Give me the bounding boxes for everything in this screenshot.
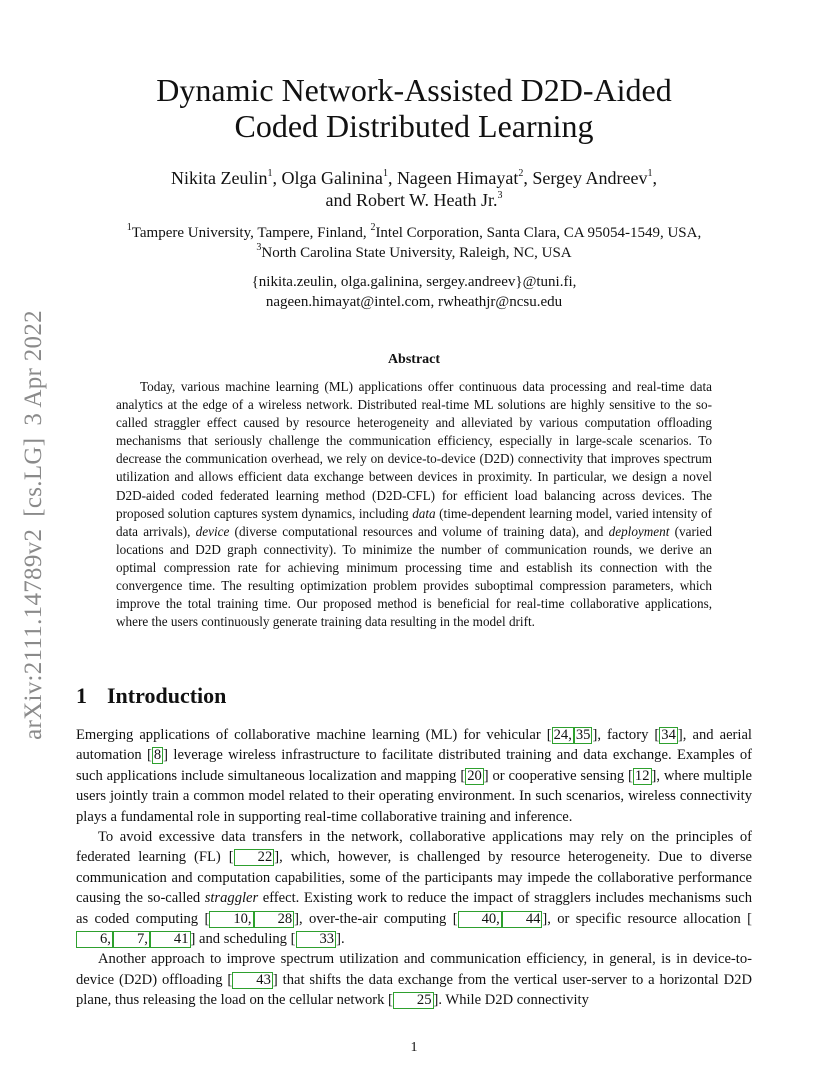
text: Emerging applications of collaborative machine learning (ML) for vehicular	[76, 727, 547, 743]
citation-link[interactable]: 28	[254, 911, 295, 928]
email-line-2: nageen.himayat@intel.com, rwheathjr@ncsu.edu	[265, 294, 563, 310]
text: To avoid excessive data transfers in the network, collaborative applications may rely on the principles of federated learning (FL)	[76, 829, 752, 866]
abstract-emphasis: deployment	[608, 523, 670, 539]
author-conjunction: and	[325, 190, 352, 210]
arxiv-stamp	[20, 304, 48, 746]
author-name: Nageen Himayat	[396, 168, 519, 188]
abstract-heading: Abstract	[387, 352, 441, 367]
author-affil-mark: 1	[382, 168, 388, 179]
authors-line-2	[0, 189, 828, 211]
text: , factory	[597, 727, 655, 743]
citation-link[interactable]: 33	[296, 931, 337, 948]
citation-link[interactable]: 6,	[76, 931, 113, 948]
author-name: Nikita Zeulin	[170, 168, 268, 188]
arxiv-category: [cs.LG]	[20, 437, 47, 517]
abstract-text: Today, various machine learning (ML) applications offer continuous data processing and real-time data analytics at the edge of a wireless network. Distributed real-time ML solutions are highly sensitive to the so-called straggler effect caused by resource heterogeneity and alleviated by various computation offloading mechanisms that seriously challenge the communication efficiency, especially in large-scale scenarios. To decrease the communication overhead, we rely on device-to-device (D2D) connectivity that improves spectrum utilization and allows efficient data exchange between devices in proximity. In particular, we design a novel D2D-aided coded federated learning method (D2D-CFL) for efficient load balancing across devices. The proposed solution captures system dynamics, including	[116, 379, 712, 521]
citation-link[interactable]: 41	[150, 931, 191, 948]
abstract-text: (time-dependent learning model, varied intensity of data arrivals),	[116, 505, 712, 539]
text: , which, however, is challenged by resource heterogeneity. Due to diverse communication and computation capabilities, some of the participants may impede the collaborative performance causing the so-called	[76, 849, 752, 907]
section-heading	[76, 683, 226, 709]
citation-link[interactable]: 44	[502, 911, 543, 928]
author-emails	[0, 272, 828, 312]
author-affil-mark: 1	[647, 168, 653, 179]
title-line-1: Dynamic Network-Assisted D2D-Aided	[156, 72, 672, 108]
affiliations	[0, 223, 828, 263]
affil-mark: 1	[126, 222, 132, 233]
section-title: Introduction	[107, 683, 227, 708]
affiliation-line-2	[0, 243, 828, 263]
citation-link[interactable]: 22	[234, 849, 275, 866]
text: , over-the-air computing	[299, 910, 453, 927]
citation-link[interactable]: 24,	[553, 727, 572, 743]
abstract-text: (varied locations and D2D graph connectivity). To minimize the number of communication rounds, we derive an optimal compression rate for achieving minimum processing time and establish its connection with the convergence time. The resulting optimization problem provides suboptimal compression parameters, which improve the total training time. Our proposed method is beneficial for real-time collaborative applications, where the users continuously generate training data resulting in the model drift.	[116, 523, 712, 630]
citation-link[interactable]: 35	[575, 727, 591, 743]
paragraph: Emerging applications of collaborative machine learning (ML) for vehicular [ 24, 35 ], factory [ 34 ], and aerial automation [ 8 ] leverage wireless infrastructure to facilitate distributed training and data exchange. Examples of such applications include simultaneous localization and mapping [ 20 ] or cooperative sensing [ 12 ], where multiple users jointly train a common model related to their operating environment. In such scenarios, wireless connectivity plays a fundamental role in supporting real-time collaborative training and inference.	[76, 727, 752, 825]
author-name: Robert W. Heath Jr.	[356, 190, 498, 210]
affiliation-text: North Carolina State University, Raleigh, NC, USA	[261, 245, 572, 261]
page-number: 1	[410, 1040, 418, 1055]
text: . While D2D connectivity	[438, 992, 589, 1009]
author-affil-mark: 1	[267, 168, 273, 179]
paragraph: Another approach to improve spectrum utilization and communication efficiency, in general, is in device-to-device (D2D) offloading [ 43 ] that shifts the data exchange from the vertical user-server to a horizontal D2D plane, thus releasing the load on the cellular network [ 25 ]. While D2D connectivity	[76, 951, 752, 1009]
email-line-1: {nikita.zeulin, olga.galinina, sergey.andreev}@tuni.fi,	[251, 274, 577, 290]
introduction-body	[76, 725, 752, 1011]
author-list	[0, 167, 828, 211]
abstract-emphasis: data	[412, 505, 436, 521]
author-name: Sergey Andreev	[532, 168, 648, 188]
citation-link[interactable]: 25	[393, 992, 434, 1009]
text: or cooperative sensing	[488, 767, 629, 784]
paragraph: To avoid excessive data transfers in the network, collaborative applications may rely on the principles of federated learning (FL) [ 22 ], which, however, is challenged by resource heterogeneity. Due to diverse communication and computation capabilities, some of the participants may impede the collaborative performance causing the so-called straggler effect. Existing work to reduce the impact of stragglers includes mechanisms such as coded computing [ 10, 28 ], over-the-air computing [ 40, 44 ], or specific resource allocation [6, 7, 41 ] and scheduling [ 33 ].	[76, 829, 753, 948]
abstract-emphasis: device	[195, 523, 230, 539]
affiliation-text: Tampere University, Tampere, Finland,	[131, 225, 371, 241]
citation-link[interactable]: 43	[232, 972, 273, 989]
text: leverage wireless infrastructure to facilitate distributed training and data exchange. Examples of such applications include simultaneous localization and mapping	[76, 747, 752, 784]
text: and scheduling	[195, 931, 291, 948]
citation-link[interactable]: 34	[661, 727, 676, 743]
citation-link[interactable]: 10,	[209, 911, 253, 928]
text: Another approach to improve spectrum utilization and communication efficiency, in general, is in device-to-device (D2D) offloading	[76, 951, 752, 988]
text: , where multiple users jointly train a common model related to their operating environment. In such scenarios, wireless connectivity plays a fundamental role in supporting real-time collaborative training and inference.	[76, 767, 752, 825]
text: , or specific resource allocation	[547, 910, 748, 927]
author-affil-mark: 3	[497, 190, 503, 201]
citation-link[interactable]: 7,	[113, 931, 150, 948]
author-affil-mark: 2	[518, 168, 524, 179]
arxiv-id: arXiv:2111.14789v2	[20, 528, 47, 740]
text: effect. Existing work to reduce the impact of stragglers includes mechanisms such as coded computing	[76, 890, 753, 927]
section-number: 1	[76, 683, 87, 708]
affil-mark: 3	[256, 242, 262, 253]
affiliation-text: Intel Corporation, Santa Clara, CA 95054-1549, USA,	[375, 225, 702, 241]
affiliation-line-1	[0, 223, 828, 243]
citation-link[interactable]: 8	[153, 747, 162, 764]
citation-link[interactable]: 40,	[458, 911, 502, 928]
citation-link[interactable]: 20	[467, 767, 482, 784]
text: that shifts the data exchange from the vertical user-server to a horizontal D2D plane, thus releasing the load on the cellular network	[76, 971, 752, 1009]
abstract-body	[116, 378, 712, 631]
affil-mark: 2	[370, 222, 376, 233]
paper-title	[0, 72, 828, 144]
abstract-text: (diverse computational resources and volume of training data), and	[229, 523, 609, 539]
authors-line-1: Nikita Zeulin$^1$, Olga Galinina$^1$, Nageen Himayat$^2$, Sergey Andreev$^1$,	[170, 168, 658, 188]
title-line-2: Coded Distributed Learning	[234, 108, 594, 144]
text: .	[340, 931, 345, 948]
emphasis: straggler	[204, 890, 259, 907]
citation-link[interactable]: 12	[634, 767, 650, 784]
author-name: Olga Galinina	[281, 168, 383, 188]
text: , and aerial automation	[76, 727, 752, 764]
arxiv-date: 3 Apr 2022	[20, 310, 47, 426]
